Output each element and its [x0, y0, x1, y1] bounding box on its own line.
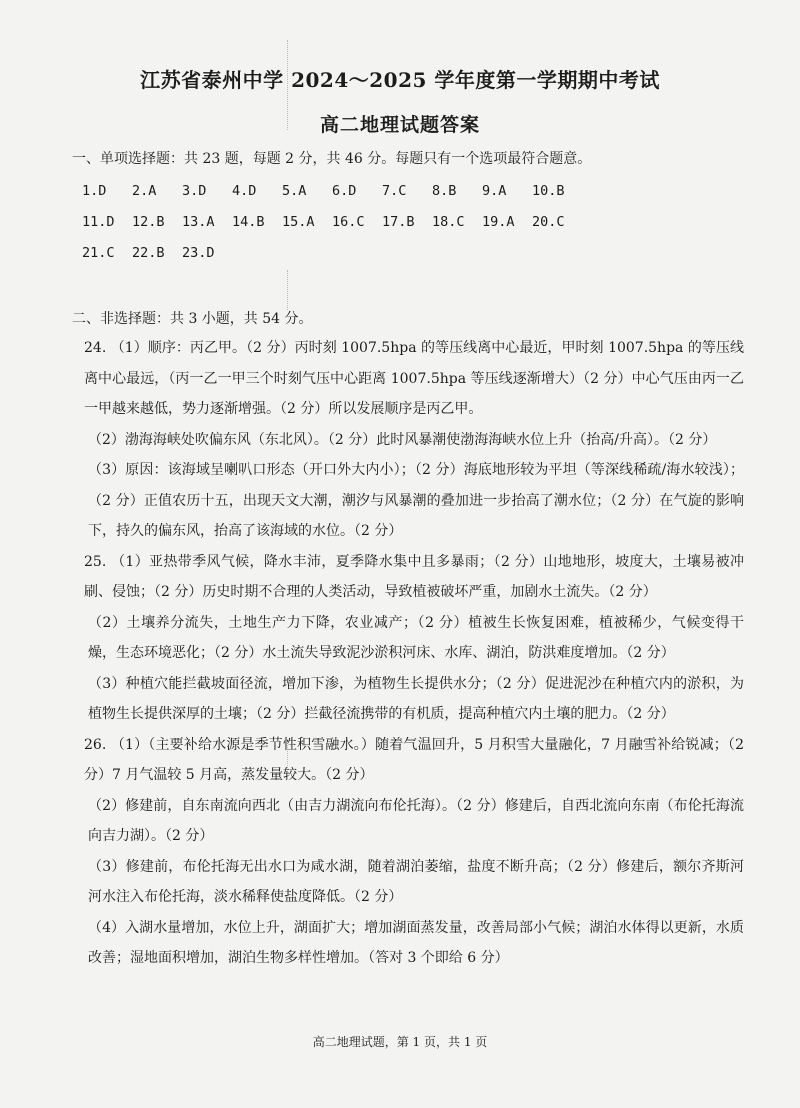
- answer-26-4: （4）入湖水量增加，水位上升，湖面扩大；增加湖面蒸发量，改善局部小气候；湖泊水体得以更新，水质改善；湿地面积增加，湖泊生物多样性增加。（答对 3 个即给 6 分）: [88, 919, 744, 966]
- answer-25-2: （2）土壤养分流失，土地生产力下降，农业减产；（2 分）植被生长恢复困难，植被稀少，气候变得干燥，生态环境恶化；（2 分）水土流失导致泥沙淤积河床、水库、湖泊，防洪难度增加。（2 分）: [88, 614, 744, 661]
- choice-answer: 14.B: [232, 214, 265, 230]
- choice-answer: 16.C: [332, 214, 365, 230]
- choice-answer: 19.A: [482, 214, 515, 230]
- answer-25-3: （3）种植穴能拦截坡面径流，增加下渗，为植物生长提供水分；（2 分）促进泥沙在种植穴内的淤积，为植物生长提供深厚的土壤；（2 分）拦截径流携带的有机质，提高种植穴内土壤的肥力。（2 分）: [88, 675, 744, 722]
- choice-row-2: [82, 214, 582, 230]
- page-footer: 高二地理试题，第 1 页，共 1 页: [312, 1035, 488, 1049]
- choice-answer: 15.A: [282, 214, 315, 230]
- choice-answer: 23.D: [182, 245, 215, 261]
- part2-heading: 二、非选择题：共 3 小题，共 54 分。: [72, 311, 313, 327]
- choice-answer: 5.A: [282, 183, 307, 199]
- choice-answer: 2.A: [132, 183, 157, 199]
- choice-answer: 21.C: [82, 245, 115, 261]
- choice-answer: 9.A: [482, 183, 507, 199]
- choice-answer: 12.B: [132, 214, 165, 230]
- choice-answer: 1.D: [82, 183, 107, 199]
- choice-answer: 8.B: [432, 183, 457, 199]
- choice-answer: 17.B: [382, 214, 415, 230]
- part1-heading: 一、单项选择题：共 23 题，每题 2 分，共 46 分。每题只有一个选项最符合题意。: [72, 151, 592, 167]
- choice-answer: 7.C: [382, 183, 407, 199]
- exam-subtitle: 高二地理试题答案: [319, 114, 480, 136]
- choice-answer: 22.B: [132, 245, 165, 261]
- answer-24-2: （2）渤海海峡处吹偏东风（东北风）。（2 分）此时风暴潮使渤海海峡水位上升（抬高/升高）。（2 分）: [88, 431, 717, 448]
- choice-answer: 3.D: [182, 183, 207, 199]
- answer-26-1: 26. （1）（主要补给水源是季节性积雪融水。）随着气温回升，5 月积雪大量融化，7 月融雪补给锐减；（2 分）7 月气温较 5 月高，蒸发量较大。（2 分）: [84, 736, 744, 783]
- choice-answer: 10.B: [532, 183, 565, 199]
- exam-title: 江苏省泰州中学 2024～2025 学年度第一学期期中考试: [140, 68, 660, 92]
- answer-24-1: 24. （1）顺序：丙乙甲。（2 分）丙时刻 1007.5hpa 的等压线离中心最近，甲时刻 1007.5hpa 的等压线离中心最远，（丙一乙一甲三个时刻气压中心距离 1007.5hpa 等压线逐渐增大）（2 分）中心气压由丙一乙一甲越来越低，势力逐渐增强。（2 分）所以发展顺序是丙乙甲。: [84, 340, 744, 417]
- choice-answer: 20.C: [532, 214, 565, 230]
- answer-26-2: （2）修建前，自东南流向西北（由吉力湖流向布伦托海）。（2 分）修建后，自西北流向东南（布伦托海流向吉力湖）。（2 分）: [88, 797, 744, 844]
- fold-line: [287, 270, 289, 310]
- part2-answers: [84, 333, 744, 974]
- choice-answer: 18.C: [432, 214, 465, 230]
- choice-row-1: [82, 183, 582, 199]
- choice-row-3: [82, 245, 232, 261]
- answer-26-3: （3）修建前，布伦托海无出水口为咸水湖，随着湖泊萎缩，盐度不断升高；（2 分）修建后，额尔齐斯河河水注入布伦托海，淡水稀释使盐度降低。（2 分）: [88, 858, 744, 905]
- choice-answer: 4.D: [232, 183, 257, 199]
- answer-24-3: （3）原因：该海域呈喇叭口形态（开口外大内小）；（2 分）海底地形较为平坦（等深线稀疏/海水较浅）；（2 分）正值农历十五，出现天文大潮，潮汐与风暴潮的叠加进一步抬高了潮水位；（2 分）在气旋的影响下，持久的偏东风，抬高了该海域的水位。（2 分）: [88, 462, 744, 539]
- choice-answer: 11.D: [82, 214, 115, 230]
- choice-answer: 6.D: [332, 183, 357, 199]
- answer-25-1: 25. （1）亚热带季风气候，降水丰沛，夏季降水集中且多暴雨；（2 分）山地地形，坡度大，土壤易被冲刷、侵蚀；（2 分）历史时期不合理的人类活动，导致植被破坏严重，加剧水土流失。（2 分）: [84, 553, 744, 600]
- choice-answer: 13.A: [182, 214, 215, 230]
